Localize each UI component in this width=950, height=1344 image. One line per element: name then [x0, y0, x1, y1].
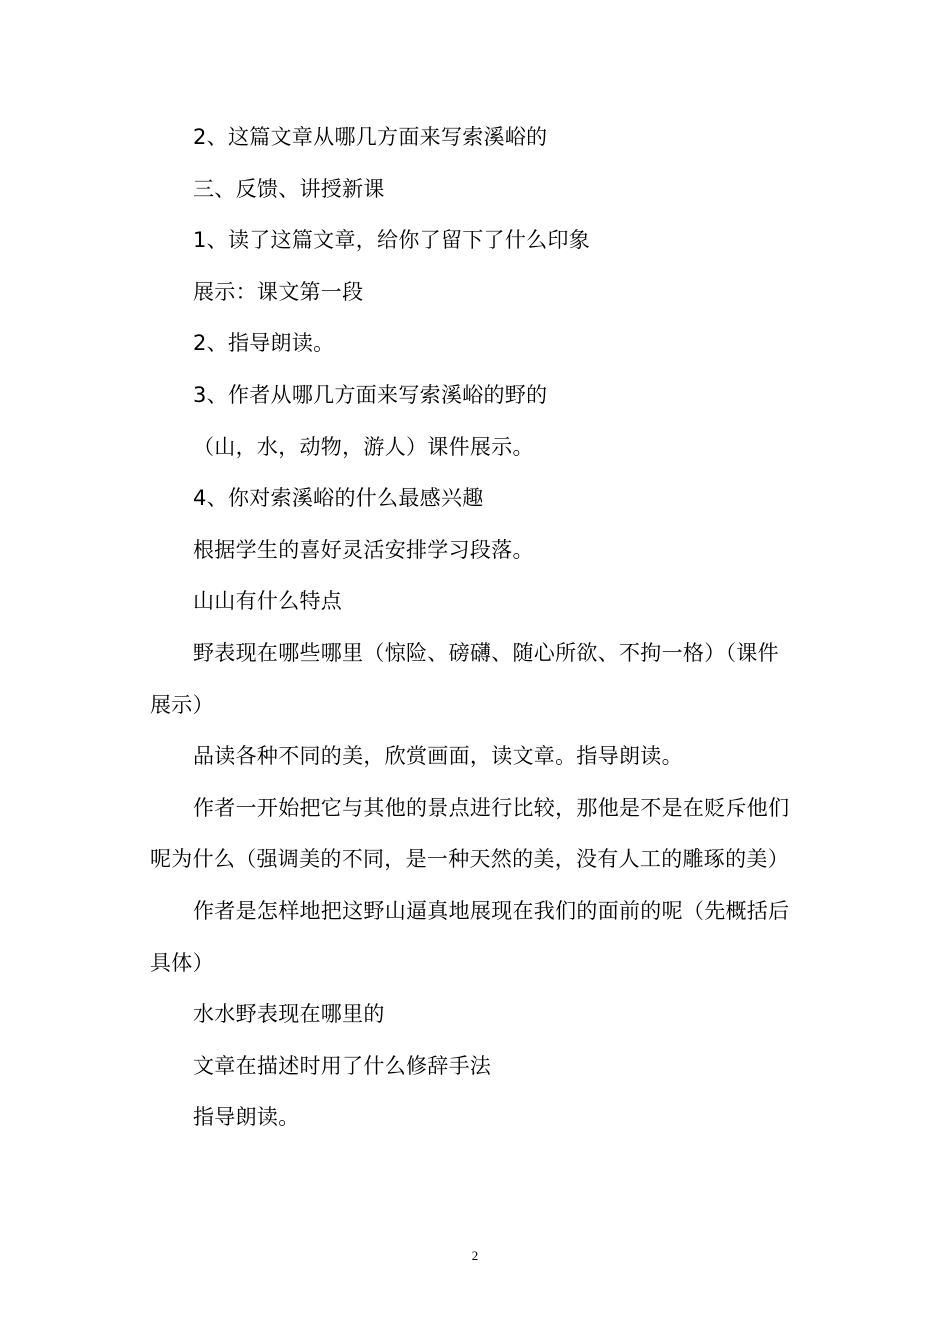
- paragraph: 作者一开始把它与其他的景点进行比较，那他是不是在贬斥他们呢为什么（强调美的不同，是一种天然的美，没有人工的雕琢的美）: [150, 795, 790, 872]
- paragraph: 4、你对索溪峪的什么最感兴趣: [193, 486, 484, 511]
- paragraph: 展示：课文第一段: [193, 279, 364, 304]
- paragraph: 2、这篇文章从哪几方面来写索溪峪的: [193, 125, 548, 149]
- paragraph: 水水野表现在哪里的: [193, 1002, 385, 1027]
- paragraph: 根据学生的喜好灵活安排学习段落。: [193, 537, 534, 562]
- paragraph: 2、指导朗读。: [193, 331, 335, 356]
- paragraph: 山山有什么特点: [193, 589, 343, 614]
- paragraph: 三、反馈、讲授新课: [193, 176, 385, 201]
- paragraph: 3、作者从哪几方面来写索溪峪的野的: [193, 382, 548, 407]
- page-number: 2: [471, 1248, 479, 1263]
- paragraph: 指导朗读。: [193, 1105, 300, 1130]
- paragraph: 1、读了这篇文章，给你了留下了什么印象: [193, 228, 591, 253]
- paragraph: 品读各种不同的美，欣赏画面，读文章。指导朗读。: [193, 744, 683, 769]
- document-body: [150, 112, 800, 1144]
- paragraph: （山，水，动物，游人）课件展示。: [193, 434, 534, 459]
- paragraph: 文章在描述时用了什么修辞手法: [193, 1053, 492, 1078]
- paragraph: 野表现在哪些哪里（惊险、磅礴、随心所欲、不拘一格）（课件展示）: [150, 640, 779, 717]
- paragraph: 作者是怎样地把这野山逼真地展现在我们的面前的呢（先概括后具体）: [150, 898, 790, 975]
